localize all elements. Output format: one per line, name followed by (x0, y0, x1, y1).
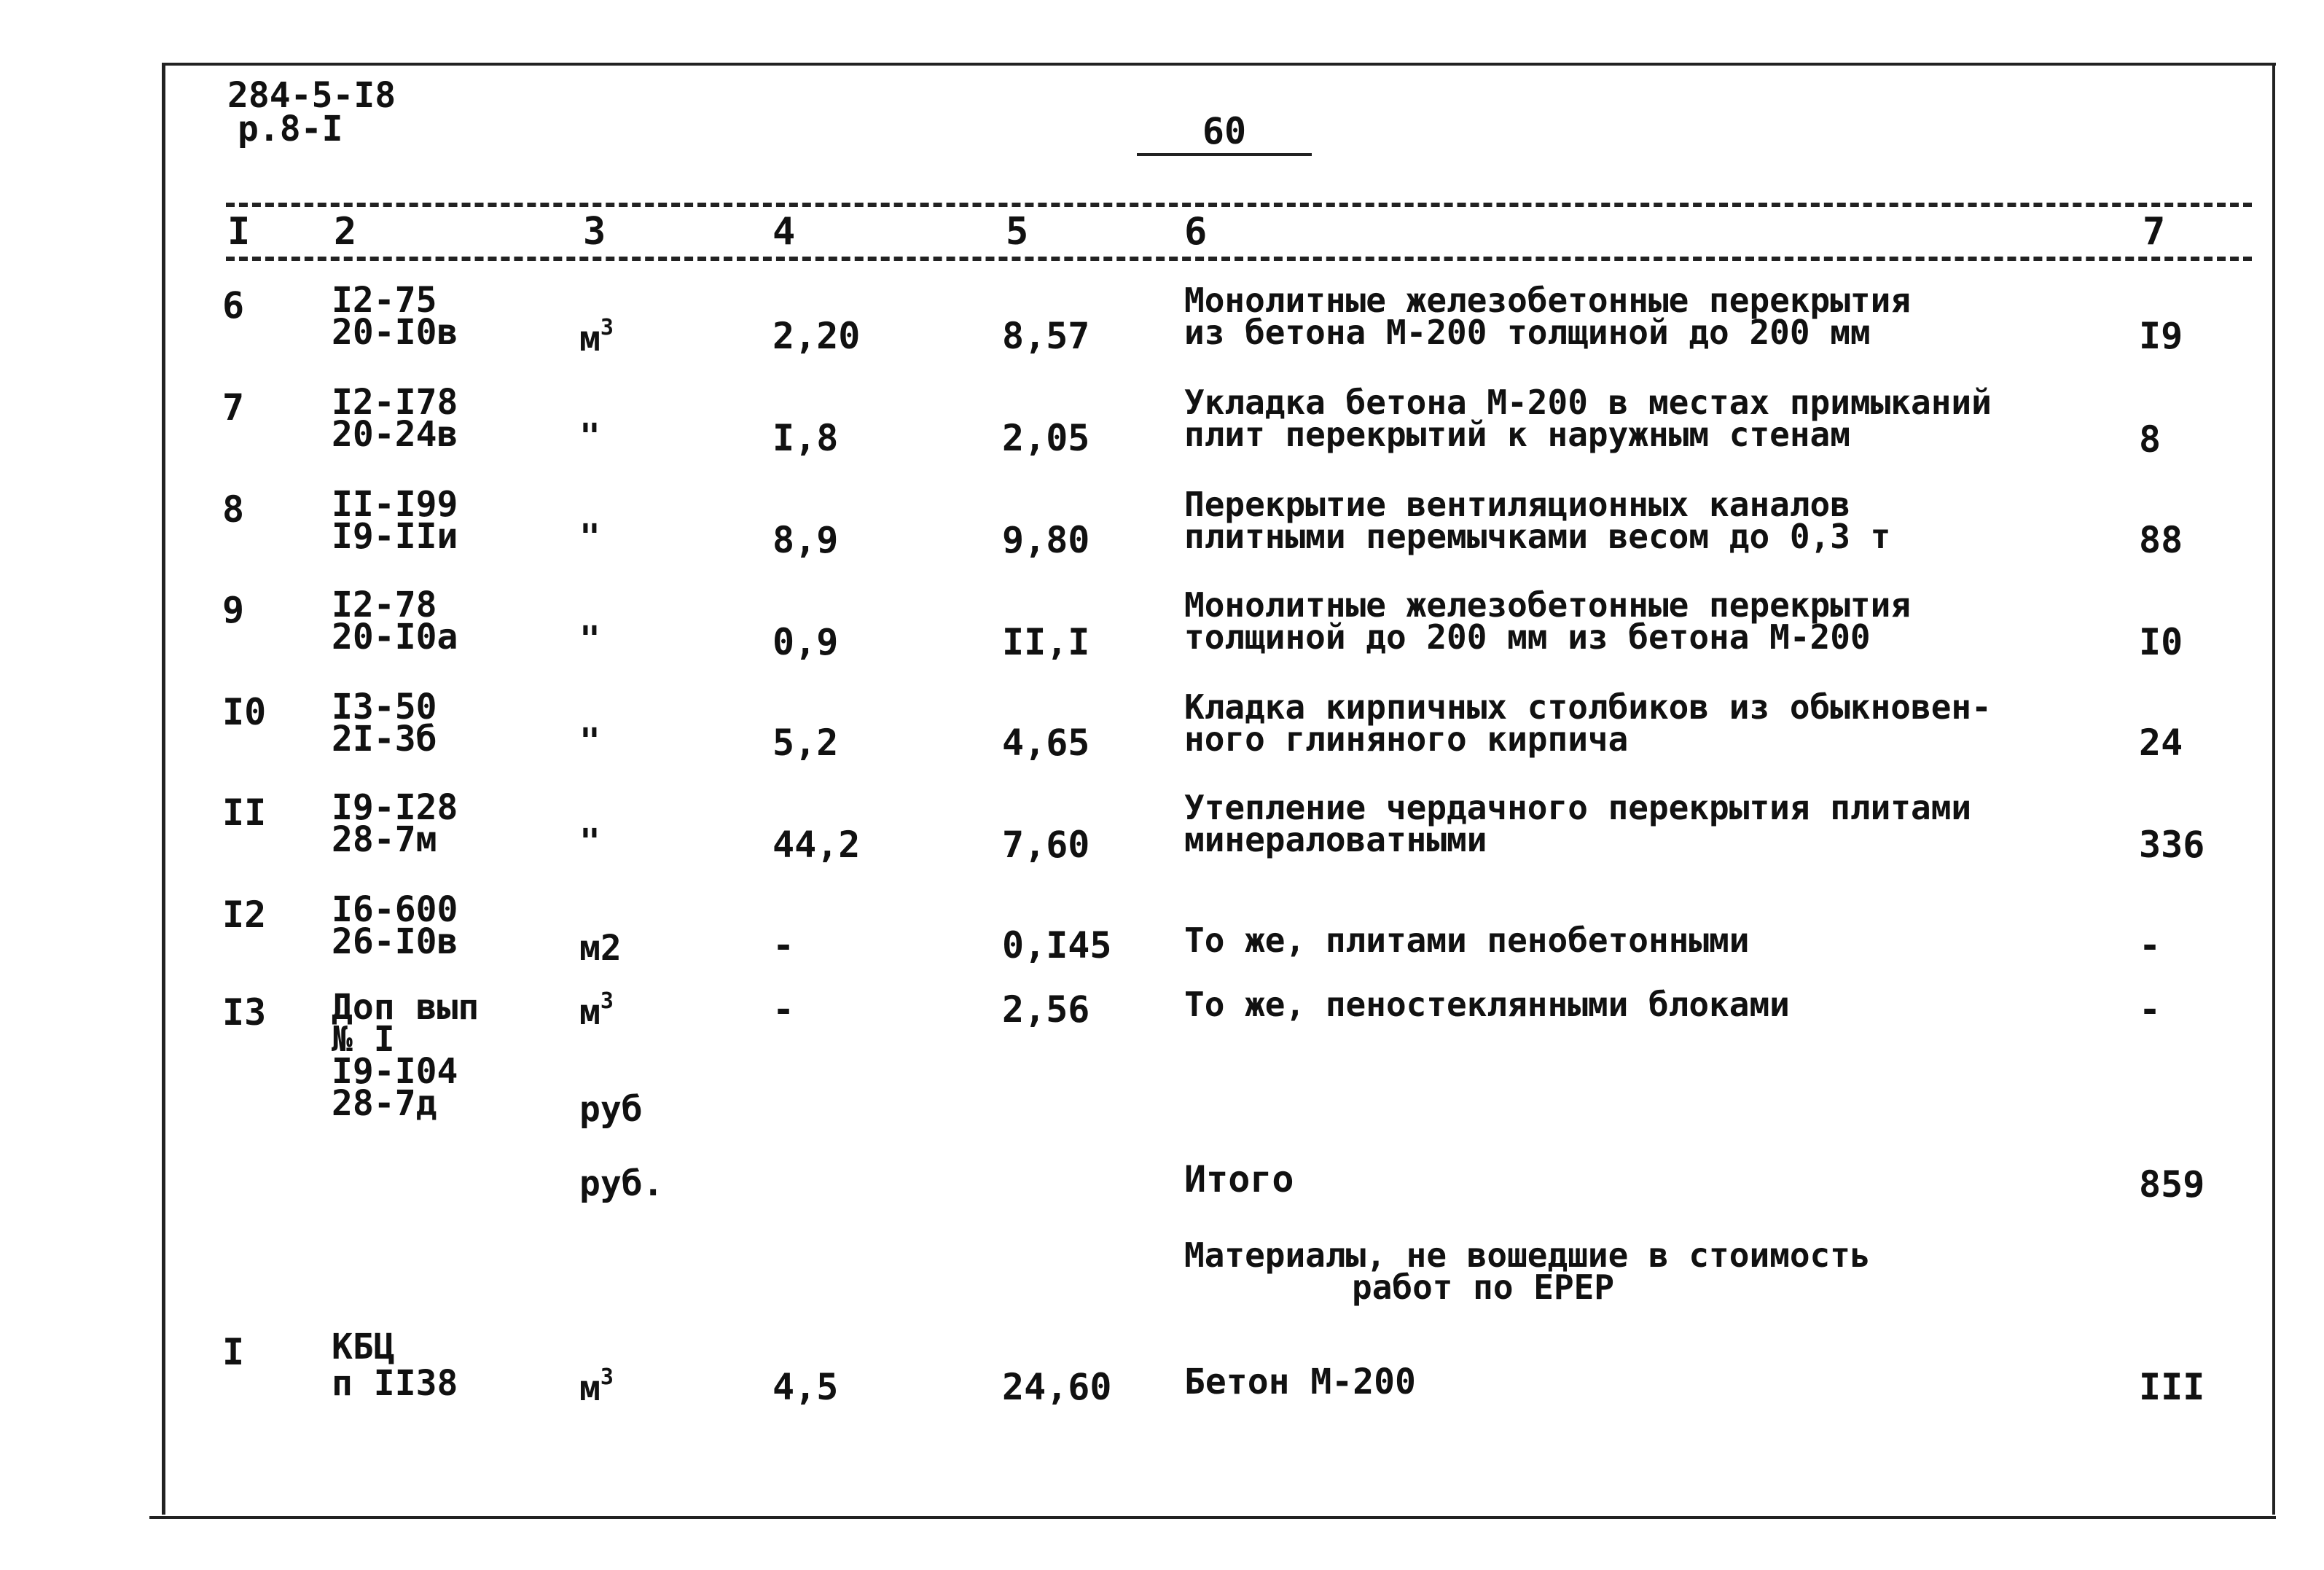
row-description-1: Перекрытие вентиляционных каналов (1184, 485, 1850, 524)
row-code-1: I2-75 (332, 280, 437, 321)
row-description-2: ного глиняного кирпича (1184, 719, 1629, 759)
row-quantity: 44,2 (772, 824, 861, 866)
row-unit: $м^3$ (579, 988, 614, 1033)
row-code-1: Доп вып (332, 987, 480, 1028)
row-description-1: То же, плитами пенобетонными (1184, 921, 1750, 960)
frame-left-border (162, 63, 165, 1515)
row-description-2: толщиной до 200 мм из бетона М-200 (1184, 617, 1871, 657)
row-price: II,I (1002, 621, 1090, 663)
row-description-2: плитными перемычками весом до 0,3 т (1184, 517, 1891, 556)
row-quantity: I,8 (772, 417, 839, 459)
row-unit: $м^3$ (579, 315, 614, 359)
header-rule-top (226, 203, 2252, 207)
row-price: 7,60 (1002, 824, 1090, 866)
materials-note-line1: Материалы, не вошедшие в стоимость (1184, 1235, 1871, 1275)
row-number: 6 (222, 284, 245, 327)
summary-total: 859 (2139, 1163, 2205, 1206)
row-unit: " (579, 821, 600, 862)
material-code-1: КБЦ (332, 1327, 395, 1367)
row-description: То же, пеностеклянными блоками (1184, 985, 1790, 1024)
row-description-1: Утепление чердачного перекрытия плитами (1184, 788, 1972, 827)
material-description: Бетон М-200 (1184, 1362, 1416, 1402)
row-code-1: II-I99 (332, 484, 458, 525)
row-code-2: 20-24в (332, 414, 458, 455)
row-unit-2: руб (579, 1089, 643, 1130)
row-total: 8 (2139, 418, 2161, 461)
row-code-4: 28-7д (332, 1083, 437, 1124)
row-number: 7 (222, 386, 245, 429)
row-number: II (222, 792, 267, 834)
column-header-5: 5 (1006, 210, 1029, 254)
summary-unit: руб. (579, 1163, 664, 1204)
row-code-2: 2I-3б (332, 719, 437, 759)
row-total: 336 (2139, 824, 2205, 866)
row-unit: " (579, 721, 600, 762)
summary-label: Итого (1184, 1158, 1294, 1200)
row-description-1: Укладка бетона М-200 в местах примыканий (1184, 383, 1992, 422)
material-unit: $м^3$ (579, 1364, 614, 1409)
row-description-1: Монолитные железобетонные перекрытия (1184, 281, 1911, 320)
document-code (227, 75, 396, 149)
column-header-2: 2 (334, 210, 357, 254)
row-number: 9 (222, 589, 245, 631)
row-price: 4,65 (1002, 722, 1090, 764)
row-code-2: 26-I0в (332, 921, 458, 962)
column-header-4: 4 (772, 210, 796, 254)
row-code-2: 28-7м (332, 819, 437, 860)
row-total: - (2139, 924, 2161, 966)
row-total: 24 (2139, 722, 2183, 764)
frame-bottom-border (149, 1516, 2276, 1519)
material-code-2: п II38 (332, 1363, 458, 1404)
row-code-1: I9-I28 (332, 787, 458, 828)
materials-note-line2: работ по ЕРЕР (1352, 1268, 1615, 1307)
row-number: I0 (222, 691, 267, 733)
row-number: I3 (222, 991, 267, 1034)
row-description-2: плит перекрытий к наружным стенам (1184, 415, 1850, 454)
page-number: 60 (1137, 109, 1312, 156)
row-unit: " (579, 619, 600, 660)
row-code-1: I6-600 (332, 889, 458, 930)
row-number: 8 (222, 488, 245, 531)
row-price: 9,80 (1002, 519, 1090, 561)
column-header-1: I (227, 210, 251, 254)
row-quantity: 0,9 (772, 621, 839, 663)
column-header-3: 3 (583, 210, 606, 254)
row-price: 0,I45 (1002, 924, 1112, 966)
document-code-line1: 284-5-I8 (227, 75, 396, 116)
column-header-6: 6 (1184, 210, 1208, 254)
row-description-2: минераловатными (1184, 820, 1487, 859)
document-code-line2: р.8-I (238, 109, 343, 149)
material-quantity: 4,5 (772, 1366, 839, 1408)
frame-right-border (2272, 63, 2275, 1515)
row-code-2: 20-I0а (332, 617, 458, 657)
row-code-1: I2-78 (332, 585, 437, 625)
row-unit: " (579, 517, 600, 558)
row-unit: м2 (579, 928, 622, 969)
row-price: 8,57 (1002, 315, 1090, 357)
row-quantity: - (772, 924, 795, 966)
row-code-2: 20-I0в (332, 312, 458, 353)
row-number: I2 (222, 894, 267, 936)
row-price: 2,05 (1002, 417, 1090, 459)
row-total: I0 (2139, 621, 2183, 663)
row-price: 2,56 (1002, 988, 1090, 1031)
row-total: - (2139, 988, 2161, 1031)
row-code-1: I2-I78 (332, 382, 458, 423)
column-header-7: 7 (2143, 210, 2166, 254)
header-rule-bottom (226, 257, 2252, 261)
row-quantity: 2,20 (772, 315, 861, 357)
material-total: III (2139, 1366, 2205, 1408)
row-code-2: № I (332, 1019, 395, 1060)
row-code-2: I9-IIи (332, 516, 458, 557)
row-code-3: I9-I04 (332, 1051, 458, 1092)
material-number: I (222, 1331, 245, 1373)
row-quantity: 5,2 (772, 722, 839, 764)
row-code-1: I3-50 (332, 687, 437, 727)
row-quantity: 8,9 (772, 519, 839, 561)
row-description-1: Кладка кирпичных столбиков из обыкновен- (1184, 687, 1992, 727)
row-total: 88 (2139, 519, 2183, 561)
row-total: I9 (2139, 315, 2183, 357)
row-description-1: Монолитные железобетонные перекрытия (1184, 585, 1911, 625)
row-quantity: - (772, 988, 795, 1031)
material-price: 24,60 (1002, 1366, 1112, 1408)
row-description-2: из бетона М-200 толщиной до 200 мм (1184, 313, 1871, 352)
row-unit: " (579, 416, 600, 457)
frame-top-border (164, 63, 2276, 66)
